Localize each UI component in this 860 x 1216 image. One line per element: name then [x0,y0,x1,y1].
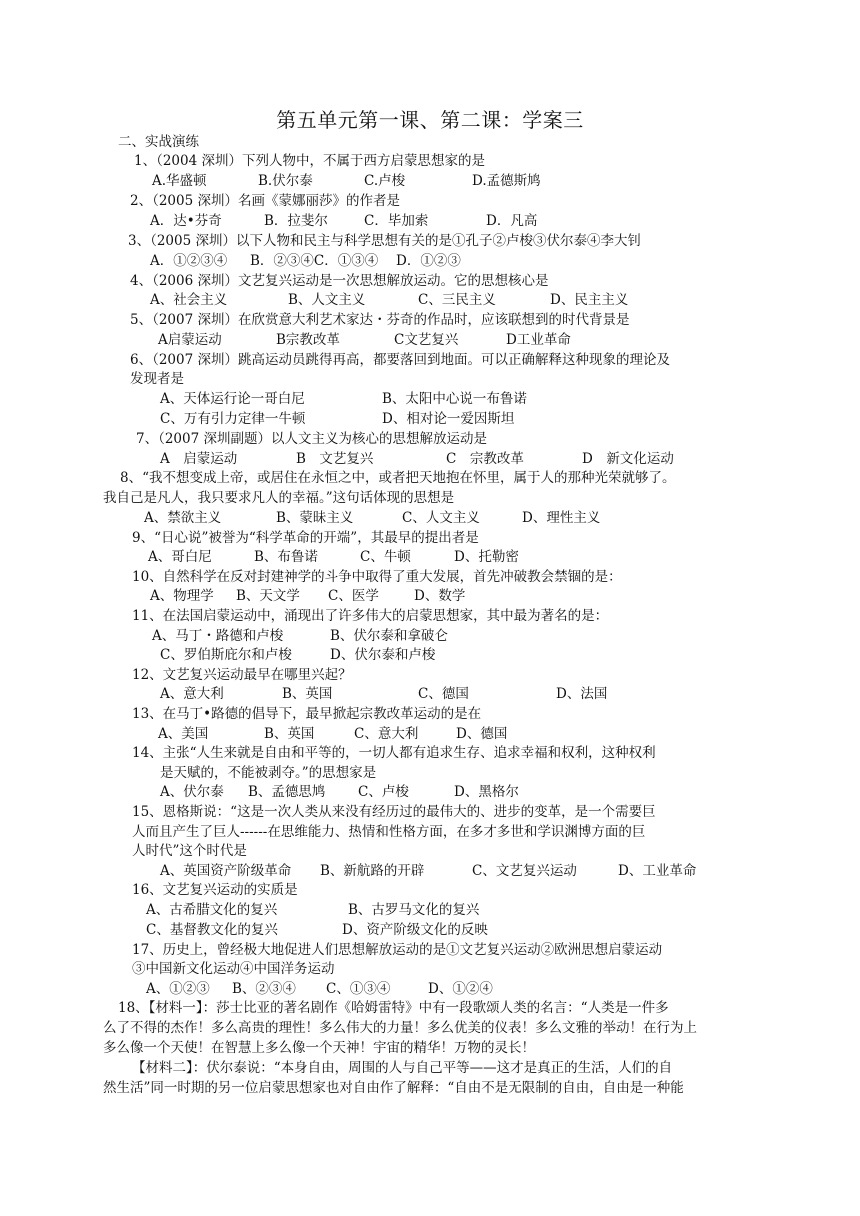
question-17-stem-cont: ③中国新文化运动④中国洋务运动 [132,961,335,977]
question-10-options [150,586,465,606]
question-9-options [148,547,519,567]
option: A．达•芬奇 [150,213,222,229]
option: C 宗教改革 [446,451,524,467]
option: D．①②③ [396,253,461,269]
option: A、美国 [158,726,209,742]
option: D 新文化运动 [582,451,674,467]
option: B．拉斐尔 [264,213,328,229]
option: D、黑格尔 [454,784,519,800]
option: A、哥白尼 [148,549,212,565]
option: D、理性主义 [522,510,601,526]
option: A 启蒙运动 [160,451,238,467]
option: C、卢梭 [358,784,409,800]
option: D、民主主义 [550,292,629,308]
option: B、英国 [264,726,315,742]
option: B 文艺复兴 [296,451,374,467]
option: C、文艺复兴运动 [472,863,577,879]
option: B、蒙昧主义 [276,510,354,526]
option: A、天体运行论一哥白尼 [160,391,305,407]
option: A、古希腊文化的复兴 [146,902,278,918]
option: D、德国 [456,726,508,742]
option: B、伏尔泰和拿破仑 [330,628,448,644]
question-13-stem: 13、在马丁•路德的倡导下，最早掀起宗教改革运动的是在 [132,706,482,722]
option: D工业革命 [506,332,571,348]
option: C、意大利 [354,726,419,742]
question-18-line-2: 么了不得的杰作！多么高贵的理性！多么伟大的力量！多么优美的仪表！多么文雅的举动！在行为上 [103,1020,697,1036]
question-14-stem-cont: 是天赋的，不能被剥夺。”的思想家是 [160,765,377,781]
question-4-options [150,290,628,310]
option: C、人文主义 [402,510,480,526]
option: A、英国资产阶级革命 [160,863,292,879]
question-18-line-3: 多么像一个天使！在智慧上多么像一个天神！宇宙的精华！万物的灵长！ [103,1040,535,1056]
question-11-options-row2 [160,645,435,665]
option: B.伏尔泰 [258,173,313,189]
option: C、牛顿 [360,549,411,565]
question-7-stem: 7、（2007 深圳副题）以人文主义为核心的思想解放运动是 [136,431,487,447]
question-6-options-row2 [160,409,514,429]
question-18-line-5: 然生活”同一时期的另一位启蒙思想家也对自由作了解释：“自由不是无限制的自由，自由是一种能 [103,1080,684,1096]
option: D、伏尔泰和卢梭 [330,647,436,663]
question-5-stem: 5、（2007 深圳）在欣赏意大利艺术家达・芬奇的作品时，应该联想到的时代背景是 [130,312,630,328]
option: D．凡高 [486,213,538,229]
question-16-stem: 16、文艺复兴运动的实质是 [132,882,298,898]
question-15-stem-cont-1: 人而且产生了巨人------在思维能力、热情和性格方面，在多才多世和学识渊博方面的巨 [132,824,646,840]
option: C文艺复兴 [394,332,459,348]
question-4-stem: 4、（2006 深圳）文艺复兴运动是一次思想解放运动。它的思想核心是 [130,273,549,289]
option: B、英国 [282,686,333,702]
option: A、物理学 [150,588,214,604]
question-13-options [158,724,507,744]
option: A.华盛顿 [152,173,207,189]
option: D、资产阶级文化的反映 [342,922,488,938]
option: A、禁欲主义 [144,510,222,526]
option: B、②③④ [232,981,296,997]
option: A、①②③ [146,981,210,997]
option: A．①②③④ [150,253,228,269]
question-18-line-1: 18、【材料一】：莎士比亚的著名剧作《哈姆雷特》中有一段歌颂人类的名言：“人类是一件多 [118,1000,669,1016]
option: B宗教改革 [276,332,340,348]
option: C、医学 [328,588,379,604]
option: B、人文主义 [288,292,366,308]
question-6-options-row1 [160,389,527,409]
question-2-options [150,211,537,231]
option: D、①②④ [428,981,493,997]
question-9-stem: 9、“日心说”被誉为“科学革命的开端”，其最早的提出者是 [132,530,479,546]
question-8-stem-cont: 我自己是凡人，我只要求凡人的幸福。”这句话体现的思想是 [103,490,455,506]
option: C.卢梭 [364,173,406,189]
question-7-options [160,449,674,469]
question-5-options [158,330,571,350]
question-10-stem: 10、自然科学在反对封建神学的斗争中取得了重大发展，首先冲破教会禁锢的是： [132,569,622,585]
option: B、布鲁诺 [254,549,318,565]
option: A、马丁・路德和卢梭 [152,628,284,644]
question-17-stem: 17、历史上，曾经极大地促进人们思想解放运动的是①文艺复兴运动②欧洲思想启蒙运动 [132,942,663,958]
option: A、伏尔泰 [160,784,224,800]
question-8-stem: 8、“我不想变成上帝，或居住在永恒之中，或者把天地抱在怀里，属于人的那种光荣就够了。 [120,470,676,486]
option: D、法国 [556,686,608,702]
option: B．②③④C．①③④ [250,253,379,269]
option: C、德国 [418,686,469,702]
option: B、古罗马文化的复兴 [348,902,480,918]
option: C、三民主义 [418,292,496,308]
question-17-options [146,979,493,999]
question-14-options [160,782,519,802]
option: A、意大利 [160,686,224,702]
option: A启蒙运动 [158,332,222,348]
option: B、孟德思鸠 [248,784,326,800]
question-12-stem: 12、文艺复兴运动最早在哪里兴起？ [132,667,352,683]
question-1-stem: 1、（2004 深圳）下列人物中，不属于西方启蒙思想家的是 [134,153,485,169]
question-16-options-row1 [146,900,479,920]
question-11-options-row1 [152,626,448,646]
option: C、罗伯斯庇尔和卢梭 [160,647,292,663]
question-6-stem: 6、（2007 深圳）跳高运动员跳得再高，都要落回到地面。可以正确解释这种现象的理论及 [130,352,670,368]
option: D、工业革命 [618,863,697,879]
question-2-stem: 2、（2005 深圳）名画《蒙娜丽莎》的作者是 [130,193,400,209]
option: D、相对论一爱因斯坦 [382,411,515,427]
option: B、新航路的开辟 [320,863,425,879]
question-15-stem: 15、恩格斯说：“这是一次人类从来没有经历过的最伟大的、进步的变革，是一个需要巨 [132,804,656,820]
question-12-options [160,684,607,704]
question-15-options [160,861,696,881]
section-heading: 二、实战演练 [118,134,199,150]
question-15-stem-cont-2: 人时代”这个时代是 [132,843,247,859]
question-18-line-4: 【材料二】：伏尔泰说：“本身自由，周围的人与自己平等——这才是真正的生活，人们的自 [132,1060,673,1076]
question-6-stem-cont: 发现者是 [130,371,184,387]
question-3-stem: 3、（2005 深圳）以下人物和民主与科学思想有关的是①孔子②卢梭③伏尔泰④李大钊 [128,233,641,249]
question-8-options [144,508,600,528]
question-14-stem: 14、主张“人生来就是自由和平等的，一切人都有追求生存、追求幸福和权利，这种权利 [132,745,656,761]
option: C、基督教文化的复兴 [146,922,278,938]
page-title: 第五单元第一课、第二课：学案三 [276,108,584,132]
option: C、万有引力定律一牛顿 [160,411,306,427]
question-11-stem: 11、在法国启蒙运动中，涌现出了许多伟大的启蒙思想家，其中最为著名的是： [132,608,609,624]
option: D、托勒密 [454,549,519,565]
question-1-options [152,171,541,191]
option: C、①③④ [326,981,391,997]
option: B、太阳中心说一布鲁诺 [382,391,527,407]
option: A、社会主义 [150,292,228,308]
option: B、天文学 [236,588,300,604]
option: C．毕加索 [364,213,429,229]
option: D、数学 [414,588,466,604]
option: D.孟德斯鸠 [472,173,541,189]
question-3-options [150,251,461,271]
question-16-options-row2 [146,920,488,940]
